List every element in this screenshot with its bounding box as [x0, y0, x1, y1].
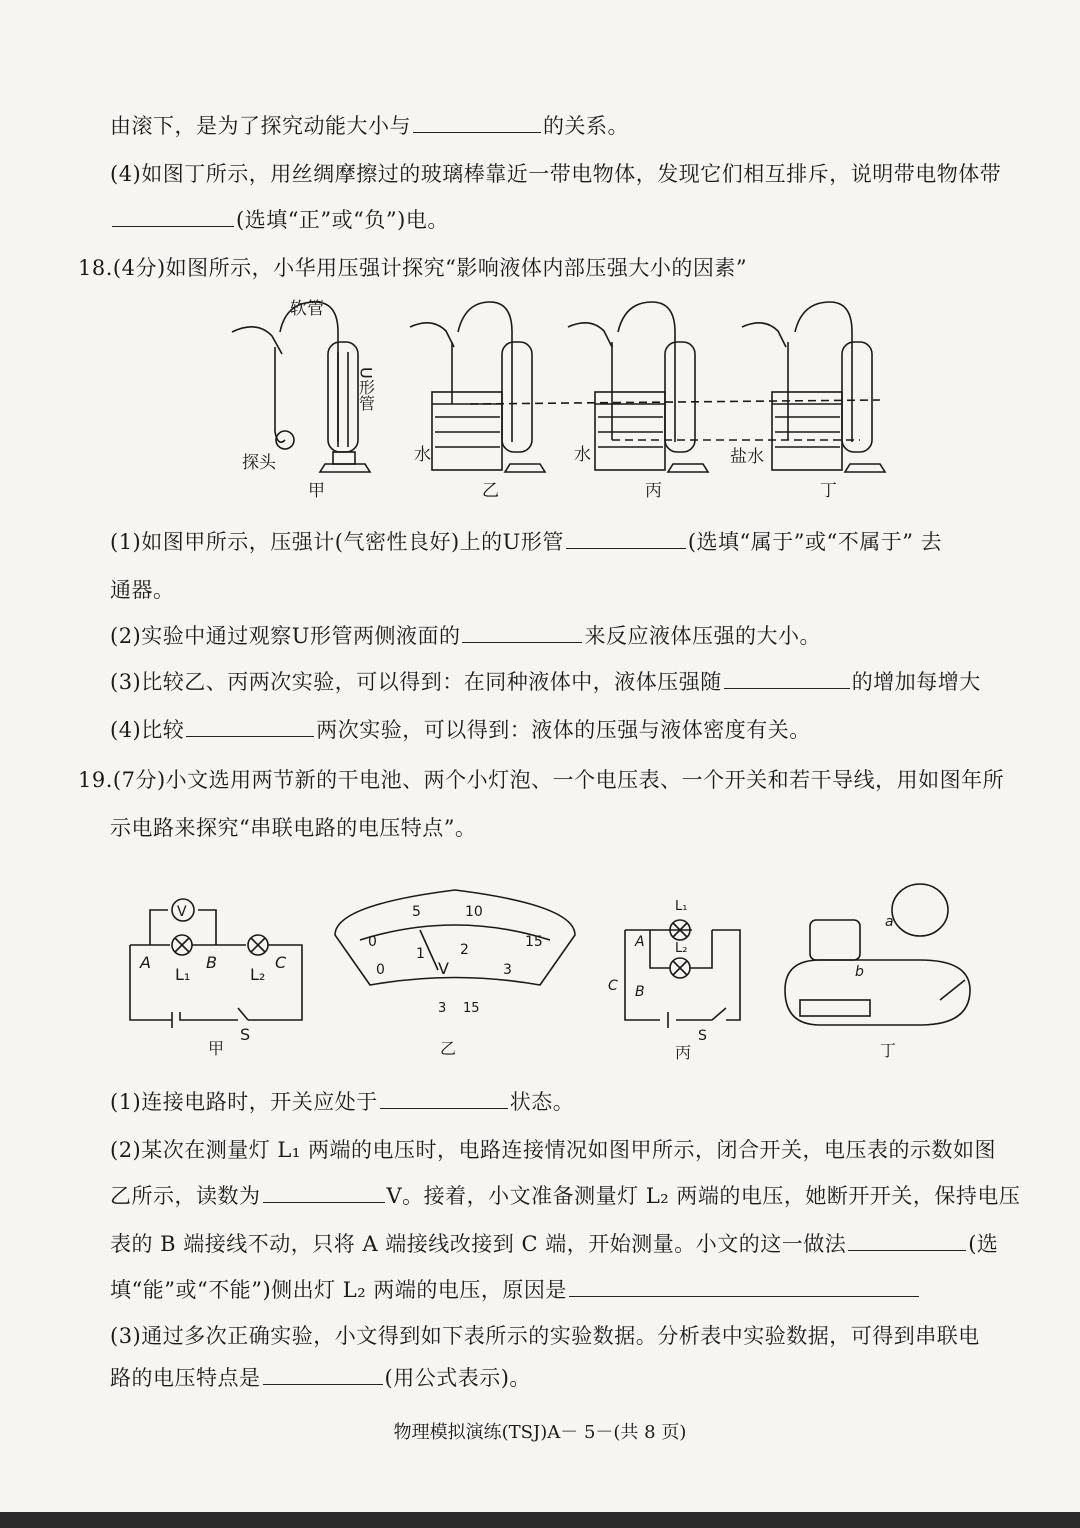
tick-top-0: 0 [368, 934, 377, 950]
q18-item4-post: 两次实验，可以得到：液体的压强与液体密度有关。 [316, 718, 811, 742]
q19-item2-d [110, 1274, 921, 1304]
circ-B: B [635, 984, 645, 1000]
circ-L1: L₁ [675, 899, 688, 914]
q19-item3-b-pre: 路的电压特点是 [110, 1366, 261, 1390]
label-water-2: 水 [574, 445, 591, 465]
q19-item2-c [110, 1228, 998, 1258]
label-u-tube: U形管 [356, 367, 376, 411]
circ-A: A [635, 934, 645, 950]
tick-bottom-0: 0 [376, 962, 385, 978]
meter-v-label: V [438, 959, 449, 978]
q19-item3-a: (3)通过多次正确实验，小文得到如下表所示的实验数据。分析表中实验数据，可得到串联电 [110, 1324, 980, 1348]
q18-item1 [110, 526, 942, 556]
q19-blank-4[interactable] [569, 1278, 919, 1297]
panel-ding-19: 丁 [880, 1041, 897, 1060]
q19-item3-b-visible [110, 1362, 531, 1392]
q19-item2-b-pre: 乙所示，读数为 [110, 1184, 261, 1208]
q17-line1-pre: 由滚下，是为了探究动能大小与 [110, 114, 411, 138]
wire-b: b [855, 964, 864, 980]
q19-item3-b-post: (用公式表示)。 [384, 1366, 531, 1390]
circ-S: S [698, 1028, 707, 1044]
q19-item2-c-post: (选 [968, 1232, 999, 1256]
panel-jia-19: 甲 [208, 1039, 225, 1058]
q18-item2-post: 来反应液体压强的大小。 [584, 624, 821, 648]
panel-yi: 乙 [482, 481, 499, 501]
q18-blank-4[interactable] [186, 718, 314, 737]
q18-item3-pre: (3)比较乙、丙两次实验，可以得到：在同种液体中，液体压强随 [110, 670, 722, 694]
q19-item2-a: (2)某次在测量灯 L₁ 两端的电压时，电路连接情况如图甲所示，闭合开关，电压表的示数如图 [110, 1138, 996, 1162]
q19-item2-b-post: V。接着，小文准备测量灯 L₂ 两端的电压，她断开开关，保持电压 [386, 1184, 1021, 1208]
q19-figure-circuits [120, 850, 1020, 1070]
q17-item4-line2 [110, 204, 449, 234]
q17-line1-post: 的关系。 [543, 114, 629, 138]
q18-item4 [110, 714, 811, 744]
q19-stem-1: 19.(7分)小文选用两节新的干电池、两个小灯泡、一个电压表、一个开关和若干导线，用如图年所 [78, 768, 1005, 792]
q19-item2-d-pre: 填“能”或“不能”)侧出灯 L₂ 两端的电压，原因是 [110, 1278, 567, 1302]
q19-blank-1[interactable] [380, 1090, 508, 1109]
q19-item2-c-pre: 表的 B 端接线不动，只将 A 端接线改接到 C 端，开始测量。小文的这一做法 [110, 1232, 847, 1256]
q17-item4-post: (选填“正”或“负”)电。 [236, 208, 449, 232]
q19-item2-b [110, 1180, 1020, 1210]
tick-bottom-3: 3 [503, 962, 512, 978]
q17-blank-2[interactable] [112, 208, 234, 227]
panel-yi-19: 乙 [440, 1039, 457, 1058]
q17-line1 [110, 110, 629, 140]
label-probe: 探头 [242, 453, 276, 473]
q17-item4-line: (4)如图丁所示，用丝绸摩擦过的玻璃棒靠近一带电物体，发现它们相互排斥，说明带电物体带 [110, 162, 1002, 186]
q19-blank-5[interactable] [263, 1366, 383, 1385]
node-B: B [206, 953, 217, 972]
tick-top-15: 15 [525, 934, 543, 950]
q18-blank-3[interactable] [724, 670, 850, 689]
panel-ding: 丁 [820, 481, 837, 501]
q18-item1-pre: (1)如图甲所示，压强计(气密性良好)上的U形管 [110, 530, 564, 554]
q18-stem: 18.(4分)如图所示，小华用压强计探究“影响液体内部压强大小的因素” [78, 256, 748, 280]
terminal-15: 15 [463, 1001, 480, 1016]
tick-bottom-1: 1 [416, 946, 425, 962]
q19-blank-3[interactable] [848, 1232, 966, 1251]
label-brine: 盐水 [730, 447, 764, 467]
q19-item1-pre: (1)连接电路时，开关应处于 [110, 1090, 378, 1114]
panel-bing-19: 丙 [675, 1043, 692, 1062]
q19-item1 [110, 1086, 574, 1116]
lamp-L1: L₁ [175, 965, 191, 984]
q18-blank-2[interactable] [462, 624, 582, 643]
v-label: V [177, 904, 187, 920]
page-footer: 物理模拟演练(TSJ)A－ 5－(共 8 页) [393, 1422, 687, 1443]
q18-item1-post: (选填“属于”或“不属于” 去 [687, 530, 943, 554]
tick-top-5: 5 [412, 904, 421, 920]
tick-top-10: 10 [465, 904, 483, 920]
q19-item1-post: 状态。 [509, 1090, 575, 1114]
q18-item1-cont: 通器。 [110, 578, 175, 602]
bottom-edge-band [0, 1512, 1080, 1528]
tick-bottom-2: 2 [460, 942, 469, 958]
switch-S: S [240, 1025, 251, 1044]
label-soft-tube: 软管 [290, 299, 324, 319]
circ-L2: L₂ [675, 941, 688, 956]
terminal-3: 3 [438, 1001, 447, 1016]
label-water-1: 水 [414, 445, 431, 465]
q18-item3 [110, 666, 981, 696]
q18-item2-pre: (2)实验中通过观察U形管两侧液面的 [110, 624, 461, 648]
q18-blank-1[interactable] [566, 530, 686, 549]
panel-jia: 甲 [308, 481, 325, 501]
q18-item4-pre: (4)比较 [110, 718, 185, 742]
node-C: C [275, 953, 287, 972]
circ-C: C [608, 978, 618, 994]
panel-bing: 丙 [645, 481, 662, 501]
q17-blank-1[interactable] [413, 114, 541, 133]
q19-blank-2[interactable] [263, 1184, 385, 1203]
q18-figure-pressure-gauge [220, 292, 900, 502]
q19-stem-2: 示电路来探究“串联电路的电压特点”。 [110, 816, 477, 840]
node-A: A [140, 953, 151, 972]
q18-item2 [110, 620, 821, 650]
lamp-L2: L₂ [250, 965, 266, 984]
wire-a: a [885, 914, 894, 930]
q18-item3-post: 的增加每增大 [851, 670, 981, 694]
